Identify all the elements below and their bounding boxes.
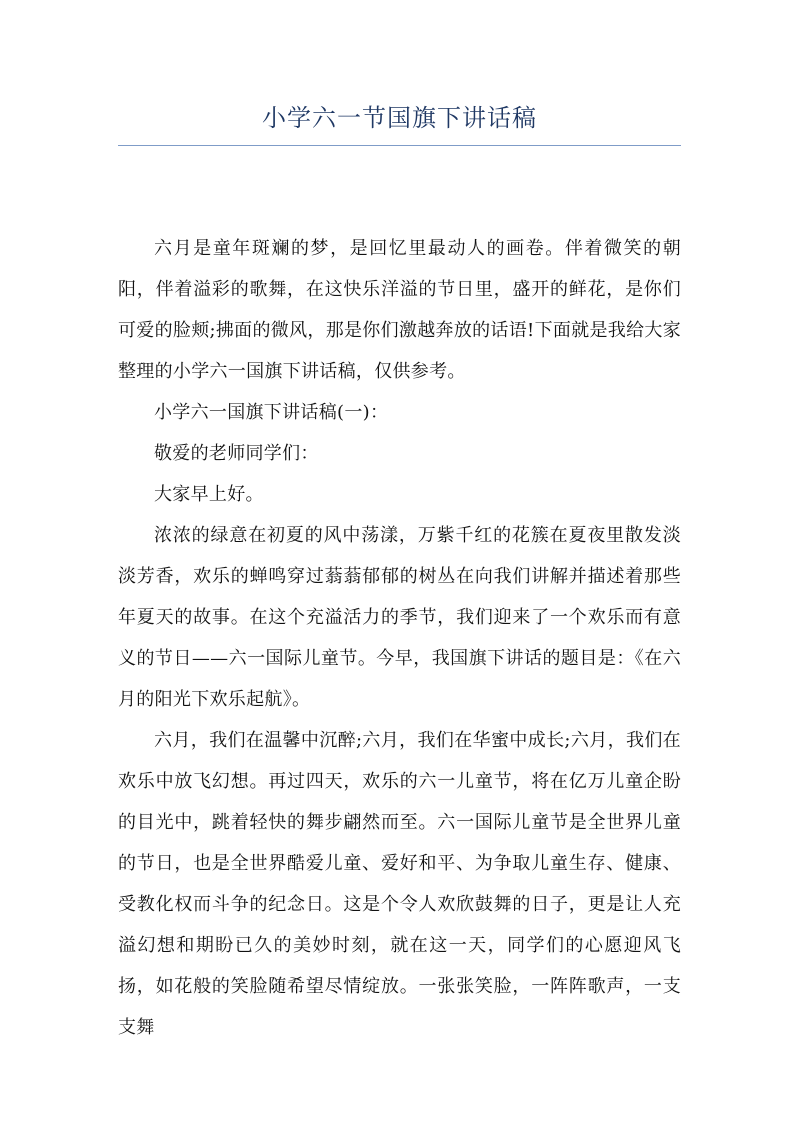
paragraph-section-heading: 小学六一国旗下讲话稿(一)： xyxy=(154,402,389,423)
document-title: 小学六一节国旗下讲话稿 xyxy=(262,104,537,132)
paragraph-body-1: 浓浓的绿意在初夏的风中荡漾，万紫千红的花簇在夏夜里散发淡淡芳香，欢乐的蝉鸣穿过蓊蓊郁郁的树丛在向我们讲解并描述着那些年夏天的故事。在这个充溢活力的季节，我们迎来了一个欢乐而有意义的节日——六一国际儿童节。今早，我国旗下讲话的题目是：《在六月的阳光下欢乐起航》。 xyxy=(118,525,681,710)
paragraph-body-2: 六月，我们在温馨中沉醉;六月，我们在华蜜中成长;六月，我们在欢乐中放飞幻想。再过四天，欢乐的六一儿童节，将在亿万儿童企盼的目光中，跳着轻快的舞步翩然而至。六一国际儿童节是全世界儿童的节日，也是全世界酷爱儿童、爱好和平、为争取儿童生存、健康、受教化权而斗争的纪念日。这是个令人欢欣鼓舞的日子，更是让人充溢幻想和期盼已久的美妙时刻，就在这一天，同学们的心愿迎风飞扬，如花般的笑脸随希望尽情绽放。一张张笑脸，一阵阵歌声，一支支舞 xyxy=(118,730,681,1038)
title-underline xyxy=(118,145,681,146)
paragraph-salutation: 敬爱的老师同学们： xyxy=(154,443,319,464)
paragraph-greeting: 大家早上好。 xyxy=(154,484,264,505)
document-body xyxy=(118,228,681,1048)
paragraph-intro: 六月是童年斑斓的梦，是回忆里最动人的画卷。伴着微笑的朝阳，伴着溢彩的歌舞，在这快乐洋溢的节日里，盛开的鲜花，是你们可爱的脸颊;拂面的微风，那是你们激越奔放的话语!下面就是我给大家整理的小学六一国旗下讲话稿，仅供参考。 xyxy=(118,238,681,382)
